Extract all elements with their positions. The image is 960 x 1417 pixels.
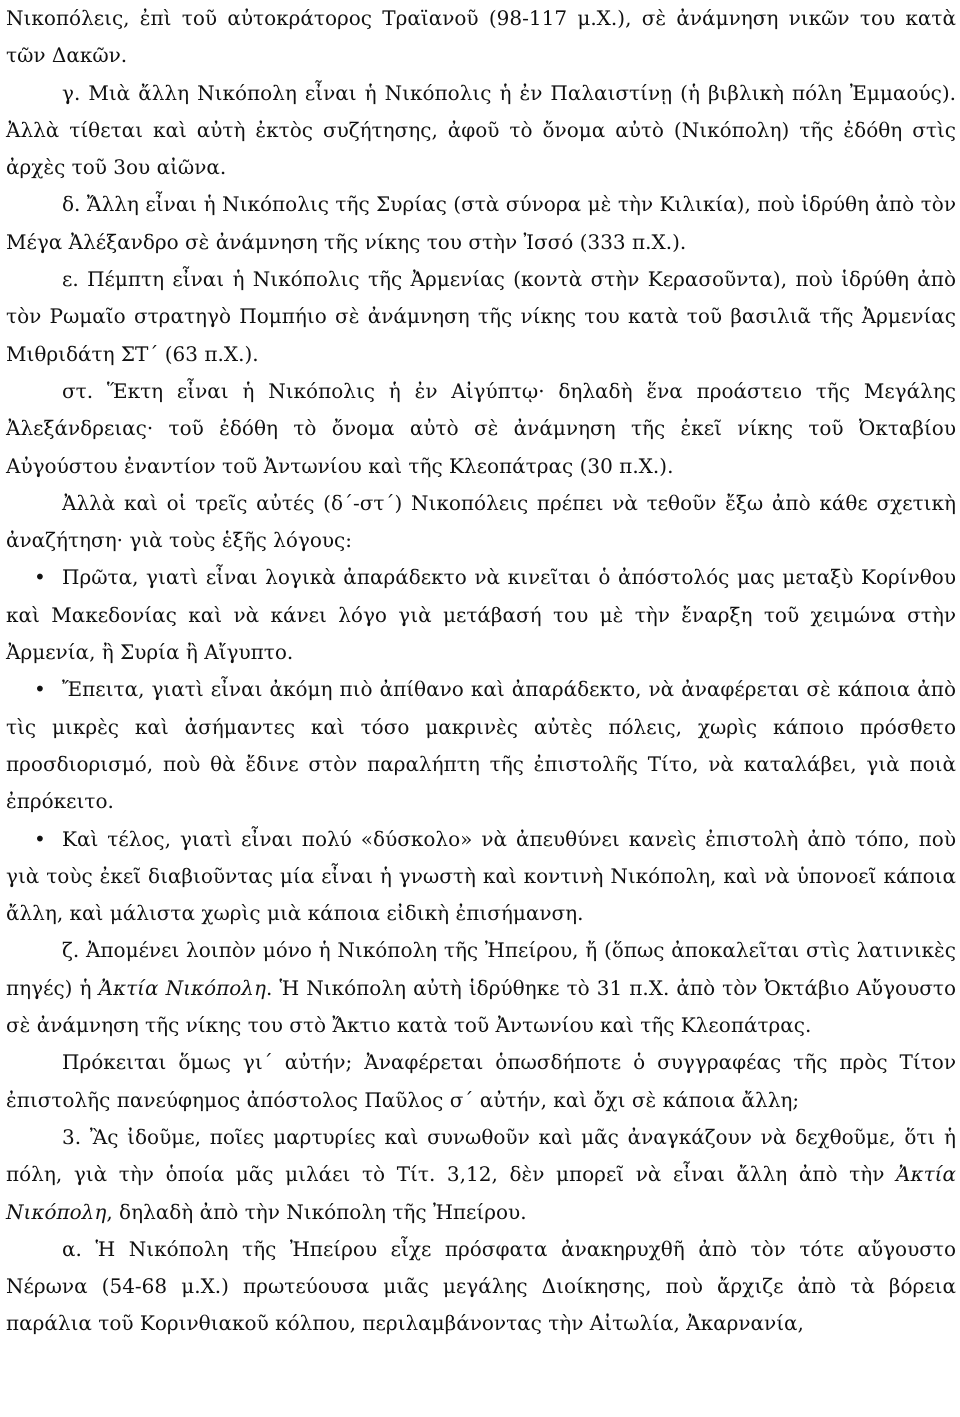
paragraph-epsilon: ε. Πέμπτη εἶναι ἡ Νικόπολις τῆς Ἀρμενίας (κοντὰ στὴν Κερασοῦντα), ποὺ ἱδρύθη ἀπὸ τὸν Ρωμαῖο στρατηγὸ Πομπήιο σὲ ἀνάμνηση τῆς νίκης του κατὰ τοῦ βασιλιᾶ τῆς Ἀρμενίας Μιθριδάτη ΣΤ΄ (63 π.Χ.). <box>6 267 956 366</box>
paragraph-gamma: γ. Μιὰ ἄλλη Νικόπολη εἶναι ἡ Νικόπολις ἡ ἐν Παλαιστίνῃ (ἡ βιβλικὴ πόλη Ἐμμαούς). Ἀλλὰ τίθεται καὶ αὐτὴ ἐκτὸς συζήτησης, ἀφοῦ τὸ ὄνομα αὐτὸ (Νικόπολη) τῆς ἐδόθη στὶς ἀρχὲς τοῦ 3ου αἰῶνα. <box>6 80 956 180</box>
paragraph-zeta <box>6 932 956 1044</box>
bullet-icon: • <box>34 565 46 590</box>
paragraph-section-3-text: 3. Ἂς ἰδοῦμε, ποῖες μαρτυρίες καὶ συνωθοῦν καὶ μᾶς ἀναγκάζουν νὰ δεχθοῦμε, ὅτι ἡ πόλη, γιὰ τὴν ὁποία μᾶς μιλάει τὸ Τίτ. 3,12, δὲν μπορεῖ νὰ εἶναι ἄλλη ἀπὸ τὴν <box>6 1124 956 1187</box>
paragraph-delta: δ. Ἄλλη εἶναι ἡ Νικόπολις τῆς Συρίας (στὰ σύνορα μὲ τὴν Κιλικία), ποὺ ἱδρύθη ἀπὸ τὸν Μέγα Ἀλέξανδρο σὲ ἀνάμνηση τῆς νίκης του στὴν Ἰσσό (333 π.Χ.). <box>6 192 956 254</box>
paragraph-section-3-text-end: , δηλαδὴ ἀπὸ τὴν Νικόπολη τῆς Ἠπείρου. <box>106 1199 527 1224</box>
reasons-list <box>6 559 956 932</box>
paragraph-zeta-text: ζ. Ἀπομένει λοιπὸν μόνο ἡ Νικόπολη τῆς Ἠπείρου, ἤ (ὅπως ἀποκαλεῖται στὶς λατινικὲς πηγές) ἡ <box>6 938 956 1000</box>
list-item <box>6 821 956 933</box>
paragraph-question: Πρόκειται ὅμως γι΄ αὐτήν; Ἀναφέρεται ὁπωσδήποτε ὁ συγγραφέας τῆς πρὸς Τίτον ἐπιστολῆς πανεύφημος ἀπόστολος Παῦλος σ΄ αὐτήν, καὶ ὄχι σὲ κάποια ἄλλη; <box>6 1050 956 1112</box>
paragraph-stigma: στ. Ἕκτη εἶναι ἡ Νικόπολις ἡ ἐν Αἰγύπτῳ· δηλαδὴ ἕνα προάστειο τῆς Μεγάλης Ἀλεξάνδρειας· τοῦ ἐδόθη τὸ ὄνομα αὐτὸ σὲ ἀνάμνηση τῆς ἐκεῖ νίκης τοῦ Ὀκταβίου Αὐγούστου ἐναντίον τοῦ Ἀντωνίου καὶ τῆς Κλεοπάτρας (30 π.Χ.). <box>6 378 956 478</box>
paragraph-section-3-italic: Ἀκτία Νικόπολη <box>6 1162 956 1224</box>
paragraph-section-3 <box>6 1119 956 1231</box>
list-item <box>6 559 956 671</box>
paragraph-zeta-italic: Ἀκτία Νικόπολη <box>98 975 266 1000</box>
paragraph-alpha: α. Ἡ Νικόπολη τῆς Ἠπείρου εἶχε πρόσφατα ἀνακηρυχθῆ ἀπὸ τὸν τότε αὔγουστο Νέρωνα (54-68 μ.Χ.) πρωτεύουσα μιᾶς μεγάλης Διοίκησης, ποὺ ἄρχιζε ἀπὸ τὰ βόρεια παράλια τοῦ Κορινθιακοῦ κόλπου, περιλαμβάνοντας τὴν Αἰτωλία, Ἀκαρνανία, <box>6 1236 956 1336</box>
paragraph-zeta-text-end: . Ἡ Νικόπολη αὐτὴ ἱδρύθηκε τὸ 31 π.Χ. ἀπὸ τὸν Ὀκτάβιο Αὔγουστο σὲ ἀνάμνηση τῆς νίκης του στὸ Ἄκτιο κατὰ τοῦ Ἀντωνίου καὶ τῆς Κλεοπάτρας. <box>6 975 956 1038</box>
paragraph-reasons-intro: Ἀλλὰ καὶ οἱ τρεῖς αὐτές (δ΄-στ΄) Νικοπόλεις πρέπει νὰ τεθοῦν ἔξω ἀπὸ κάθε σχετικὴ ἀναζήτηση· γιὰ τοὺς ἑξῆς λόγους: <box>6 490 956 553</box>
paragraph-continuation: Νικοπόλεις, ἐπὶ τοῦ αὐτοκράτορος Τραϊανοῦ (98-117 μ.Χ.), σὲ ἀνάμνηση νικῶν του κατὰ τῶν Δακῶν. <box>6 6 956 68</box>
bullet-icon: • <box>34 826 46 851</box>
bullet-icon: • <box>34 677 46 702</box>
list-item-text: Πρῶτα, γιατὶ εἶναι λογικὰ ἀπαράδεκτο νὰ κινεῖται ὁ ἀπόστολός μας μεταξὺ Κορίνθου καὶ Μακεδονίας καὶ νὰ κάνει λόγο γιὰ μετάβασή του μὲ τὴν ἔναρξη τοῦ χειμώνα στὴν Ἀρμενία, ἢ Συρία ἢ Αἴγυπτο. <box>6 565 956 665</box>
list-item <box>6 671 956 820</box>
list-item-text: Ἔπειτα, γιατὶ εἶναι ἀκόμη πιὸ ἀπίθανο καὶ ἀπαράδεκτο, νὰ ἀναφέρεται σὲ κάποια ἀπὸ τὶς μικρὲς καὶ ἀσήμαντες καὶ τόσο μακρινὲς αὐτὲς πόλεις, χωρὶς κάποιο πρόσθετο προσδιορισμό, ποὺ θὰ ἔδινε στὸν παραλήπτη τῆς ἐπιστολῆς Τίτο, νὰ καταλάβει, γιὰ ποιὰ ἐπρόκειτο. <box>6 677 956 814</box>
list-item-text: Καὶ τέλος, γιατὶ εἶναι πολύ «δύσκολο» νὰ ἀπευθύνει κανεὶς ἐπιστολὴ ἀπὸ τόπο, ποὺ γιὰ τοὺς ἐκεῖ διαβιοῦντας μία εἶναι ἡ γνωστὴ καὶ κοντινὴ Νικόπολη, καὶ νὰ ὑπονοεῖ κάποια ἄλλη, καὶ μάλιστα χωρὶς μιὰ κάποια εἰδικὴ ἐπισήμανση. <box>6 826 956 926</box>
